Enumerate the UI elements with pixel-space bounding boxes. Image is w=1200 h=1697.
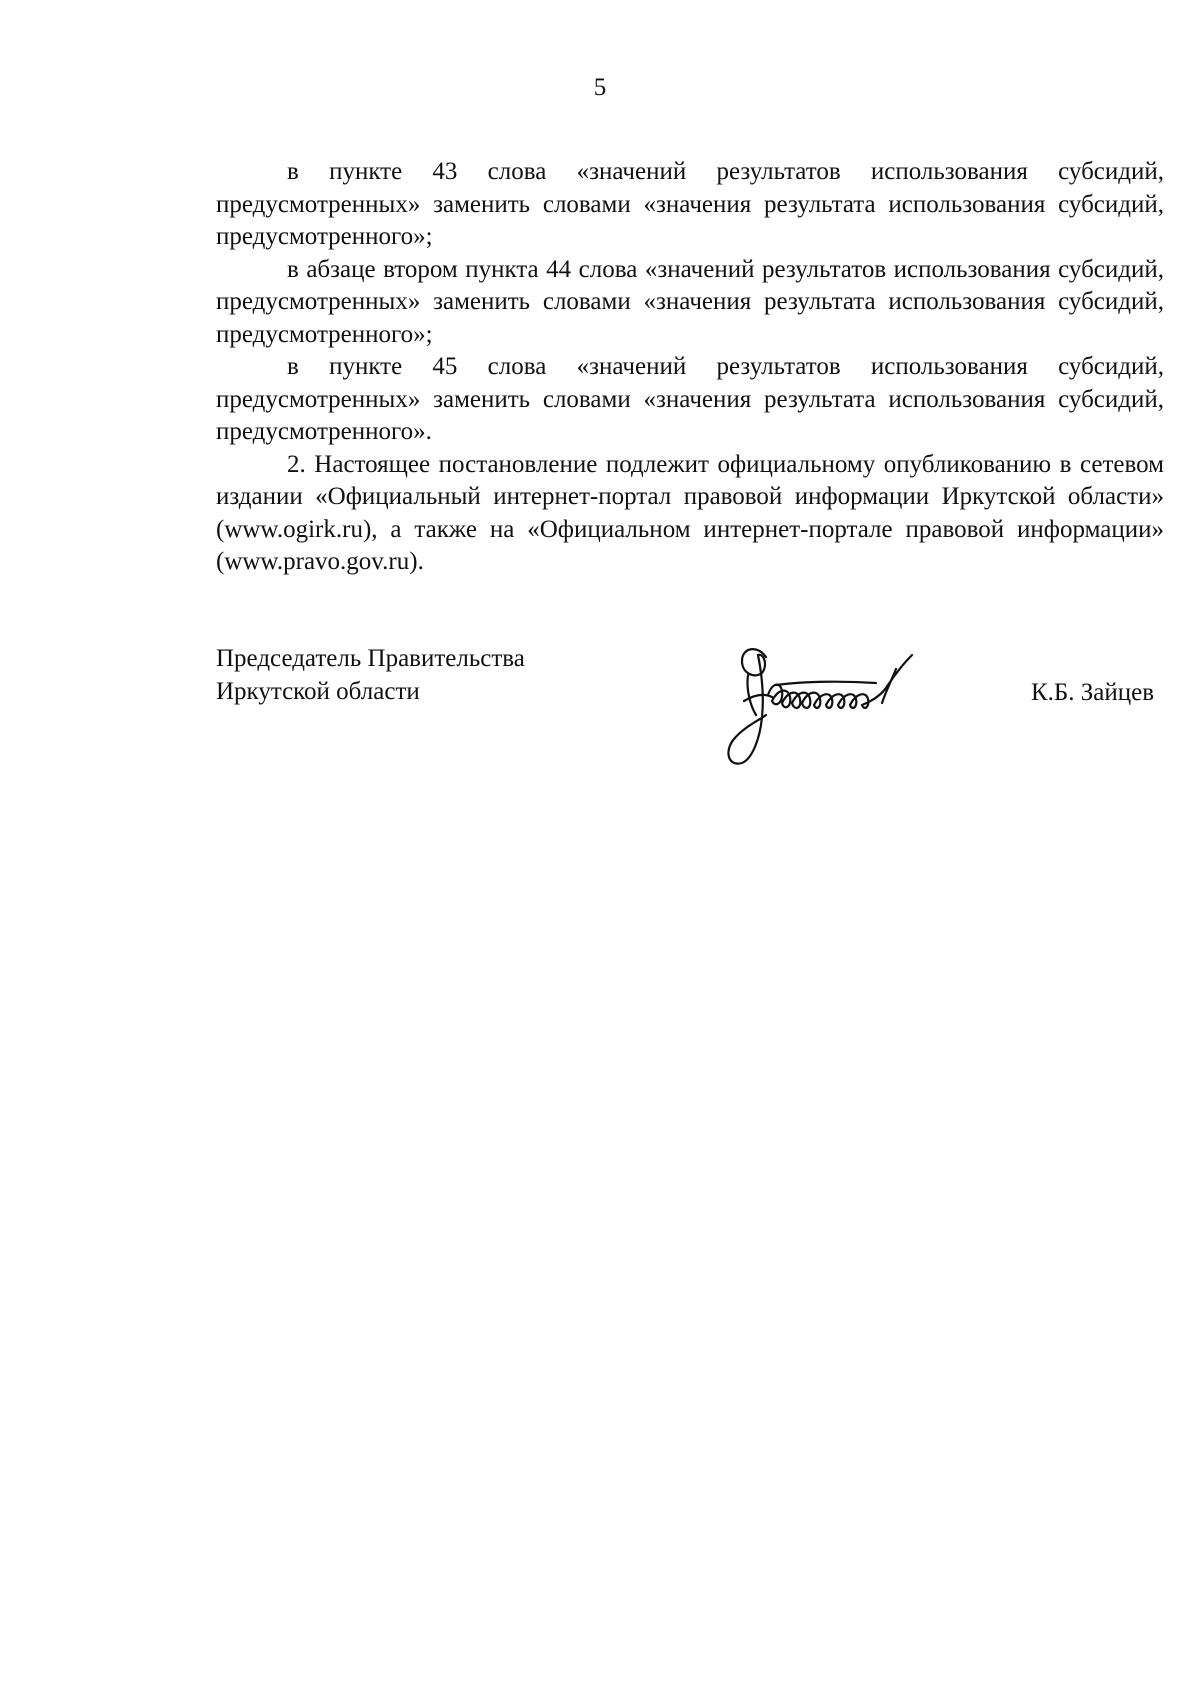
paragraph-item-44: в абзаце втором пункта 44 слова «значений результатов использования субсидий, предусмотренных» заменить словами «значения результата использования субсидий, предусмотренного»; bbox=[216, 255, 1164, 348]
document-body bbox=[216, 156, 1164, 579]
paragraph-item-43: в пункте 43 слова «значений результатов использования субсидий, предусмотренных» заменить словами «значения результата использования субсидий, предусмотренного»; bbox=[216, 158, 1164, 250]
signer-position-line-1: Председатель Правительства bbox=[216, 645, 525, 672]
paragraph-publication: 2. Настоящее постановление подлежит официальному опубликованию в сетевом издании «Официальный интернет-портал правовой информации Иркутской области» (www.ogirk.ru), а также на «Официальном интернет-портале правовой информации» (www.pravo.gov.ru). bbox=[216, 450, 1164, 575]
signature-block bbox=[216, 643, 1164, 773]
signer-position-line-2: Иркутской области bbox=[216, 677, 420, 705]
handwritten-signature bbox=[706, 635, 946, 775]
paragraph-item-45: в пункте 45 слова «значений результатов использования субсидий, предусмотренных» заменить словами «значения результата использования субсидий, предусмотренного». bbox=[216, 353, 1164, 445]
signer-position bbox=[216, 643, 525, 708]
page-number: 5 bbox=[593, 74, 607, 101]
signer-name: К.Б. Зайцев bbox=[1030, 679, 1154, 706]
